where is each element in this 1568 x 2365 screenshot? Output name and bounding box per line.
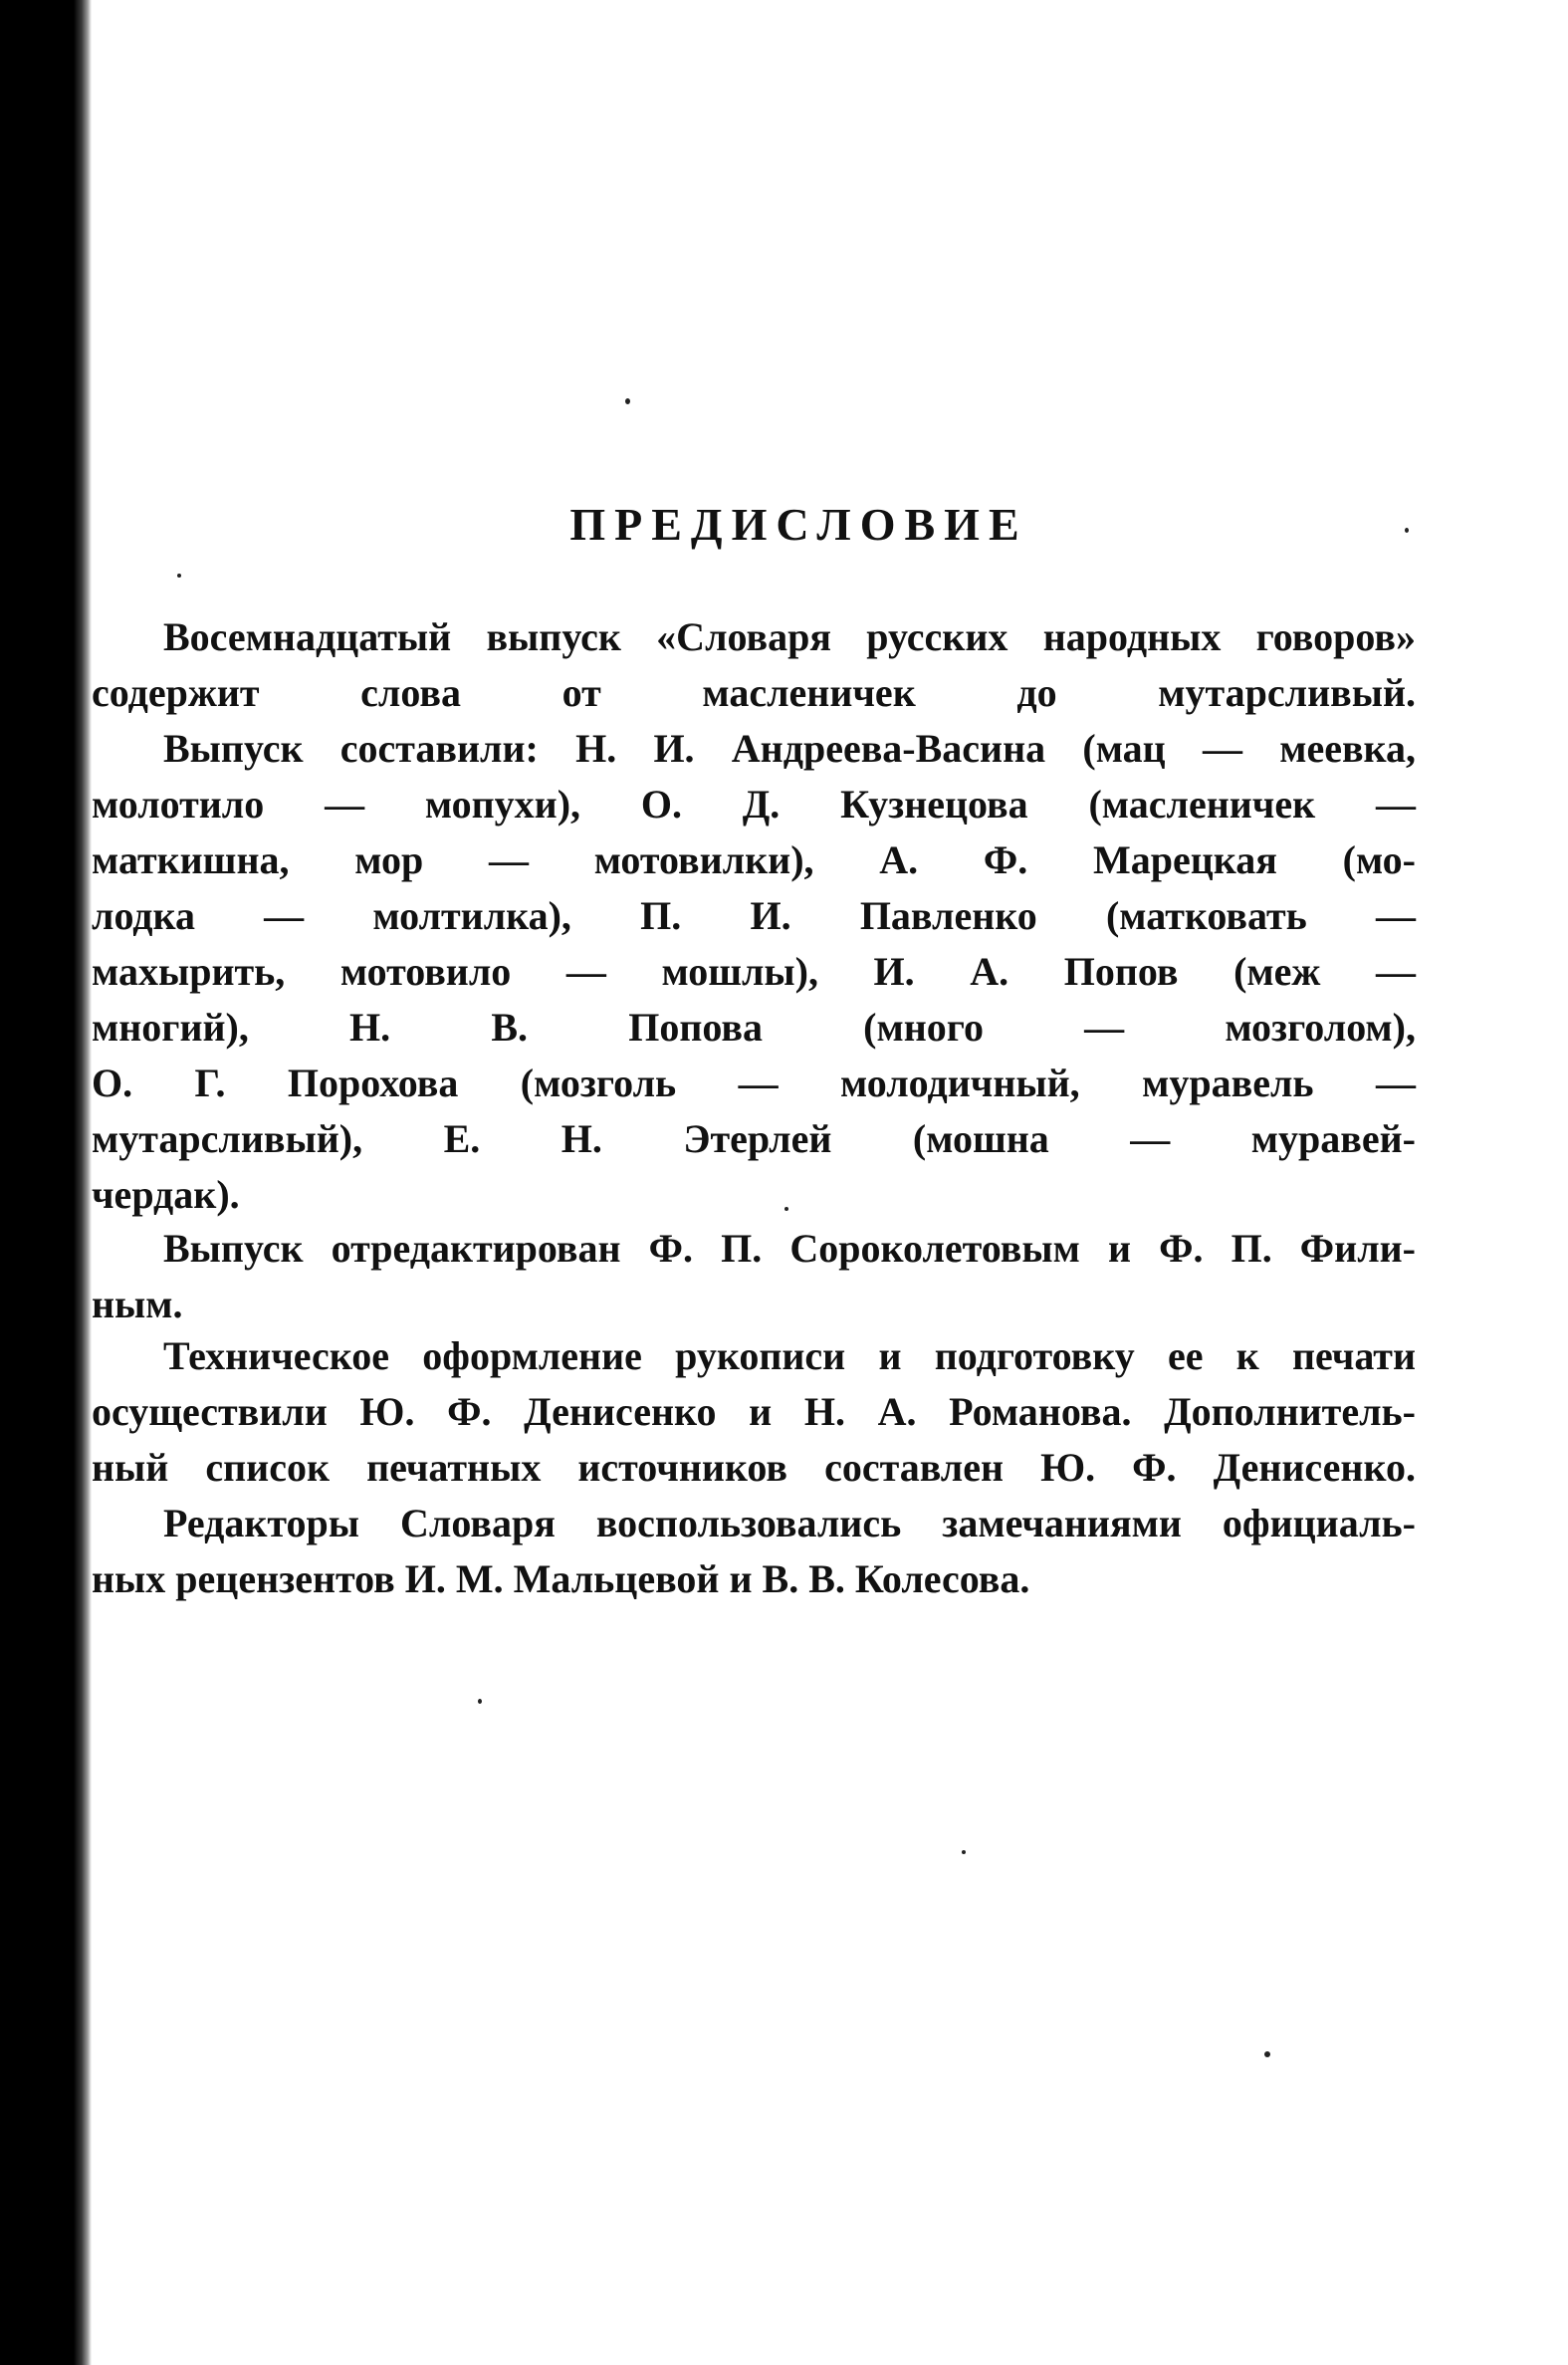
paragraph-technical — [92, 1328, 1416, 1607]
text-line: маткишна, мор — мотовилки), А. Ф. Марецкая (мо- — [92, 837, 1416, 882]
text-line: чердак). — [92, 1172, 240, 1217]
scan-speck — [962, 1850, 966, 1854]
scan-binding-edge — [0, 0, 92, 2365]
text-line: содержит слова от масленичек до мутарсливый. — [92, 670, 1416, 715]
page-title: ПРЕДИСЛОВИЕ — [569, 499, 1028, 550]
text-line: Выпуск составили: Н. И. Андреева-Васина (мац — меевка, — [163, 726, 1416, 771]
paragraph-authors — [92, 609, 1416, 1223]
text-line: многий), Н. В. Попова (много — мозголом), — [92, 1005, 1416, 1050]
text-line: махырить, мотовило — мошлы), И. А. Попов (меж — — [92, 949, 1416, 994]
scan-speck — [625, 398, 630, 404]
text-line: ный список печатных источников составлен Ю. Ф. Денисенко. — [92, 1445, 1416, 1490]
scan-speck — [177, 574, 181, 578]
text-line: О. Г. Порохова (мозголь — молодичный, муравель — — [92, 1061, 1416, 1105]
paragraph-editors — [92, 1221, 1416, 1332]
scan-speck — [478, 1699, 482, 1704]
text-line: лодка — молтилка), П. И. Павленко (матковать — — [92, 893, 1416, 938]
text-line: Редакторы Словаря воспользовались замечаниями официаль- — [163, 1501, 1416, 1545]
text-line: ным. — [92, 1282, 183, 1326]
text-line: ных рецензентов И. М. Мальцевой и В. В. Колесова. — [92, 1556, 1030, 1601]
text-line: Восемнадцатый выпуск «Словаря русских народных говоров» — [163, 614, 1416, 659]
text-line: молотило — мопухи), О. Д. Кузнецова (масленичек — — [92, 782, 1416, 827]
text-line: мутарсливый), Е. Н. Этерлей (мошна — муравей- — [92, 1116, 1416, 1161]
text-line: Техническое оформление рукописи и подготовку ее к печати — [163, 1333, 1416, 1378]
scan-speck — [1264, 2051, 1270, 2057]
text-line: Выпуск отредактирован Ф. П. Сороколетовым и Ф. П. Фили- — [163, 1226, 1416, 1271]
text-line: осуществили Ю. Ф. Денисенко и Н. А. Романова. Дополнитель- — [92, 1389, 1416, 1434]
